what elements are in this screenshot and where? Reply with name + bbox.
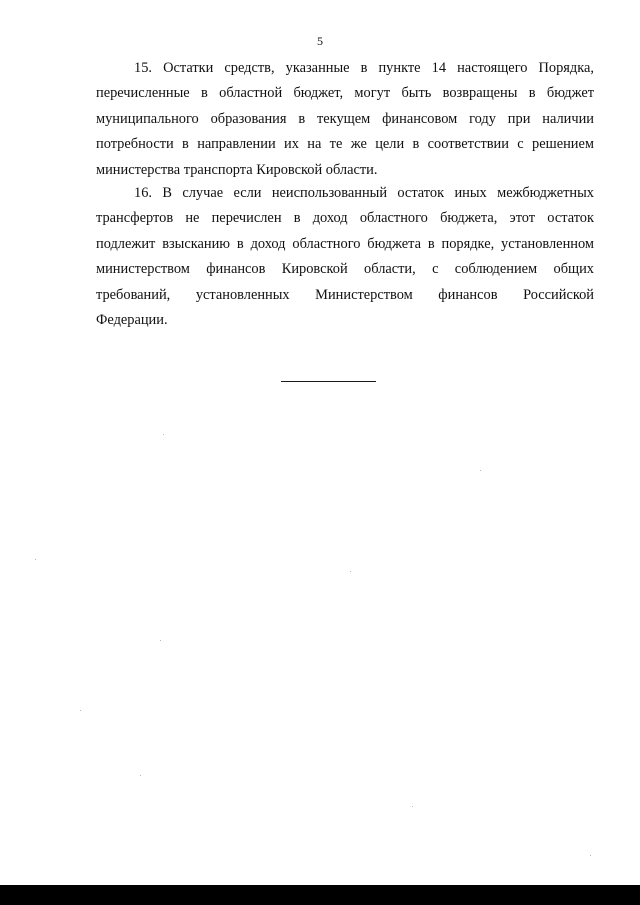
paragraph-line: требований, установленных Министерством финансов Российской bbox=[96, 286, 594, 303]
scan-speck bbox=[480, 470, 481, 471]
scan-speck bbox=[140, 775, 141, 776]
scan-speck bbox=[160, 640, 161, 641]
scan-border-bar bbox=[0, 885, 640, 905]
paragraph-line: 15. Остатки средств, указанные в пункте 14 настоящего Порядка, bbox=[134, 60, 594, 76]
paragraph-16 bbox=[96, 181, 594, 333]
paragraph-line: Федерации. bbox=[96, 311, 168, 328]
paragraph-line: министерством финансов Кировской области, с соблюдением общих bbox=[96, 261, 594, 278]
paragraph-line: перечисленные в областной бюджет, могут быть возвращены в бюджет bbox=[96, 85, 594, 102]
page-number: 5 bbox=[317, 34, 323, 48]
paragraph-line: министерства транспорта Кировской области. bbox=[96, 161, 378, 178]
scan-speck bbox=[35, 559, 36, 560]
scan-speck bbox=[350, 571, 351, 572]
paragraph-line: потребности в направлении их на те же цели в соответствии с решением bbox=[96, 136, 594, 153]
scan-speck bbox=[80, 710, 81, 711]
paragraph-line: муниципального образования в текущем финансовом году при наличии bbox=[96, 110, 594, 127]
paragraph-line: подлежит взысканию в доход областного бюджета в порядке, установленном bbox=[96, 235, 594, 252]
paragraph-line: трансфертов не перечислен в доход областного бюджета, этот остаток bbox=[96, 210, 594, 227]
paragraph-15 bbox=[96, 56, 594, 183]
scan-speck bbox=[163, 434, 164, 435]
scan-speck bbox=[590, 855, 591, 856]
end-of-document-rule bbox=[281, 381, 376, 382]
scan-speck bbox=[412, 806, 413, 807]
paragraph-line: 16. В случае если неиспользованный остаток иных межбюджетных bbox=[134, 185, 594, 201]
